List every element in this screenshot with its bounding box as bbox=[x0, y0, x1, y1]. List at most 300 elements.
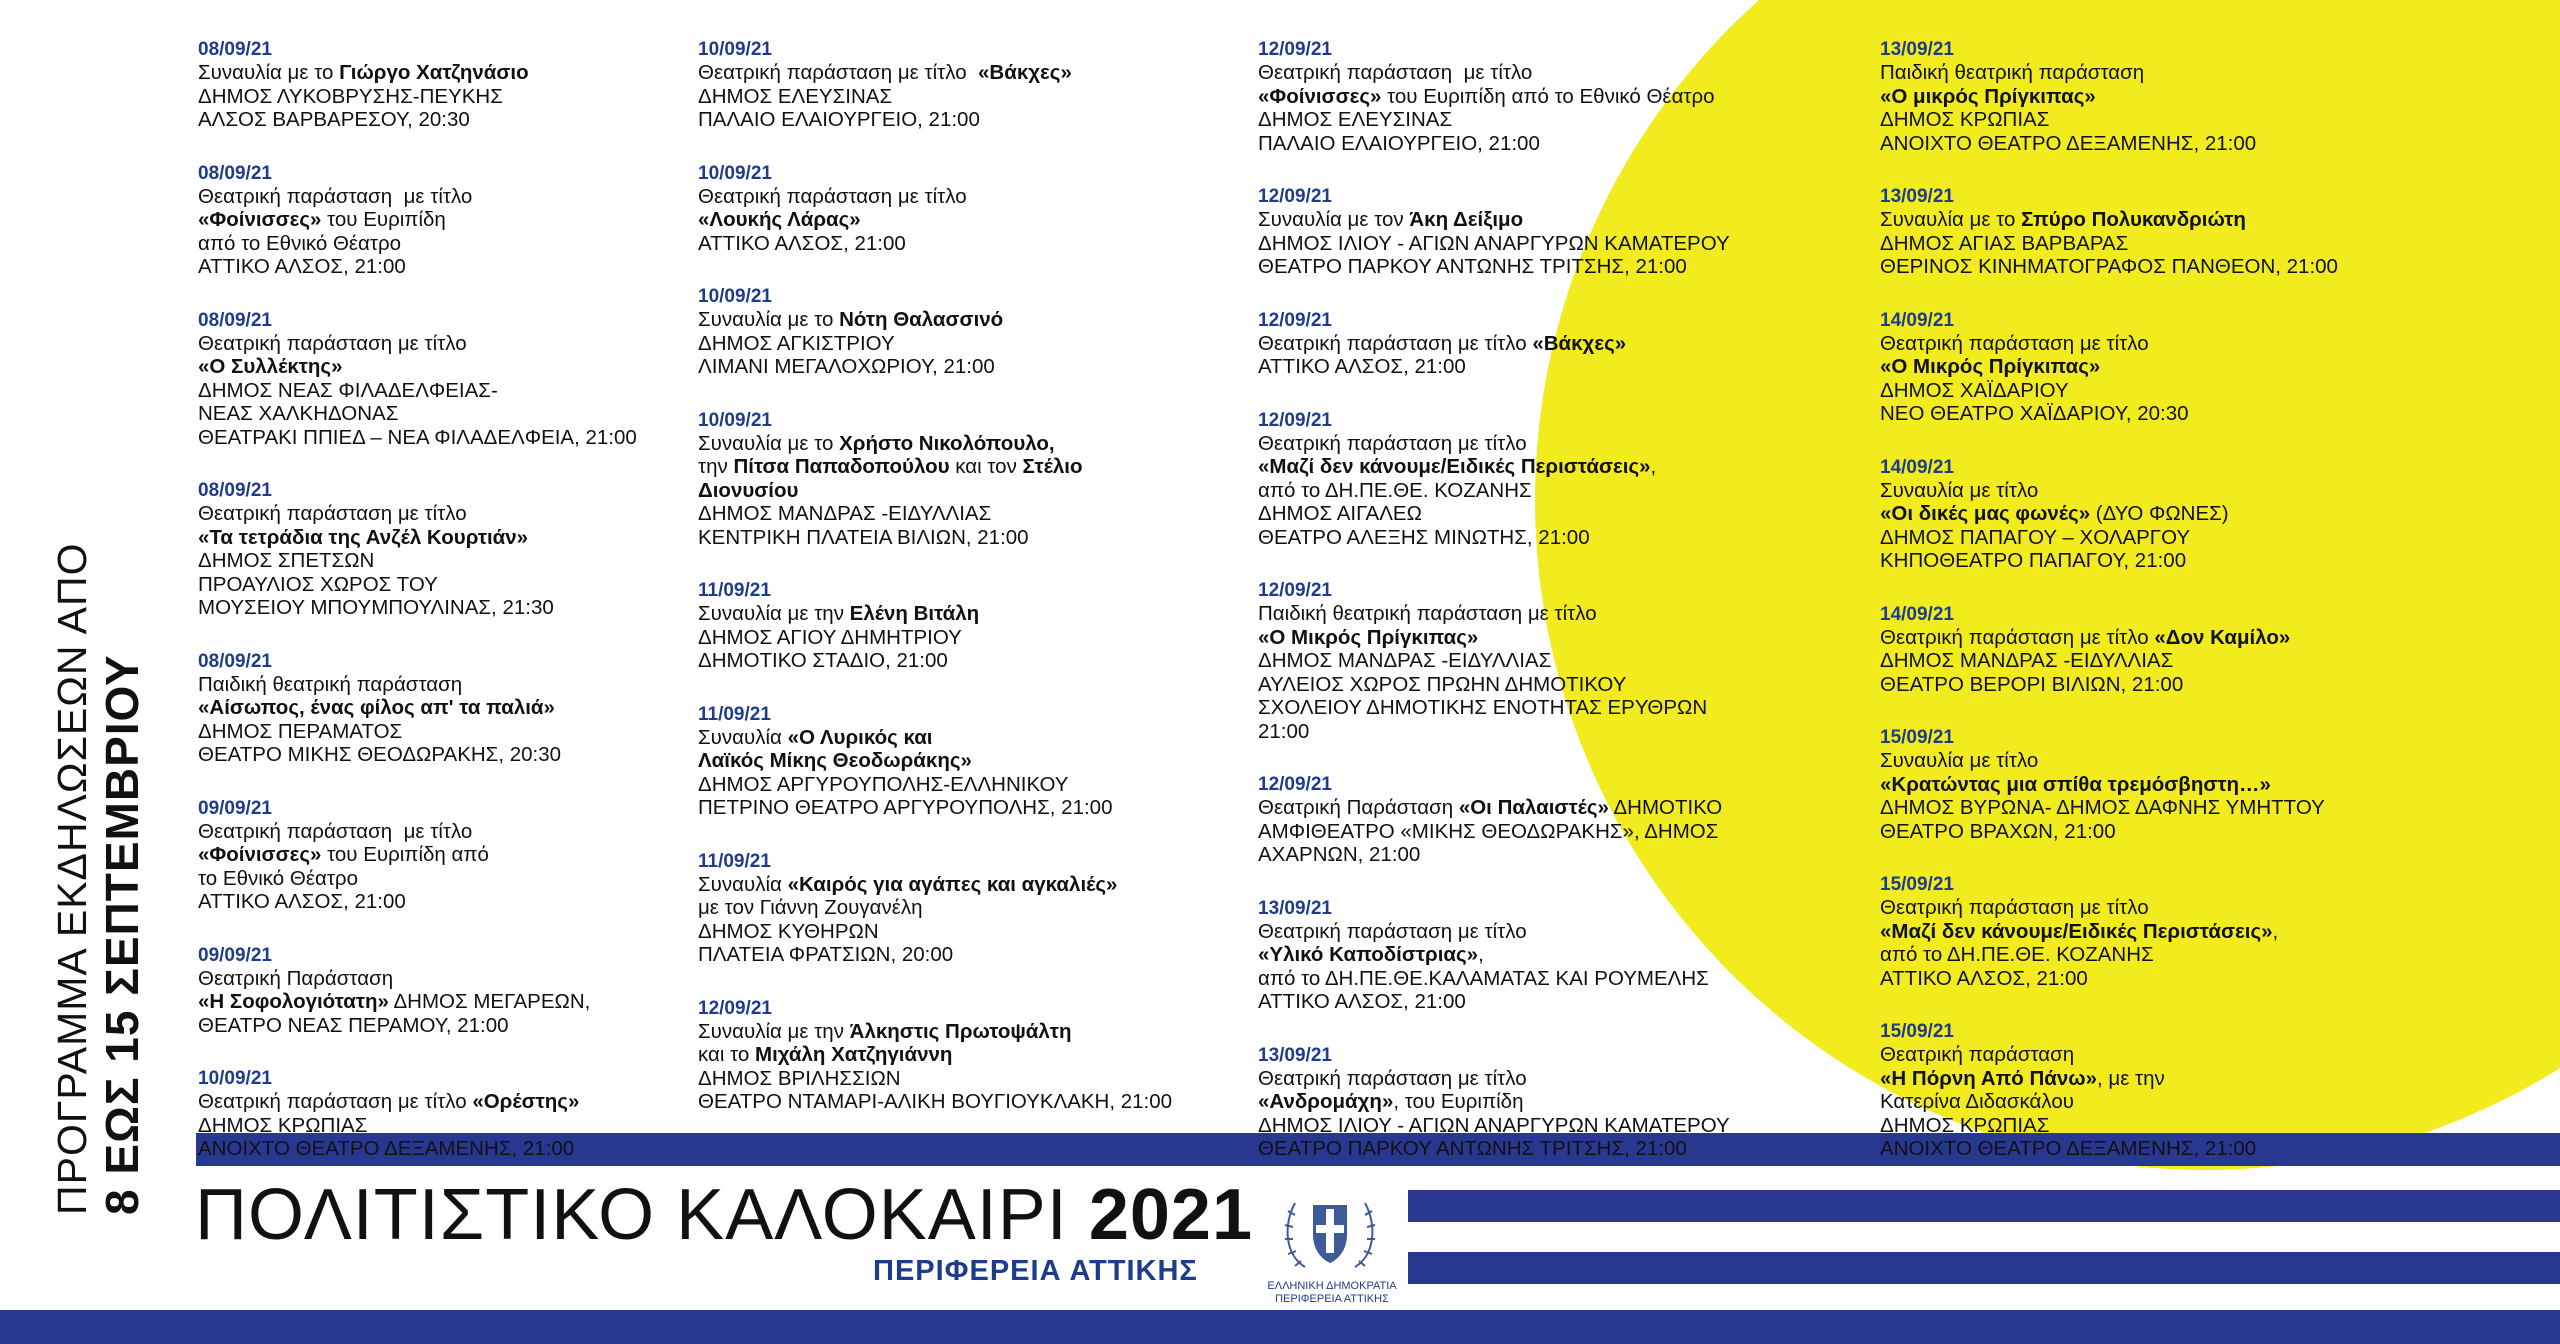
event-date: 08/09/21 bbox=[198, 650, 272, 672]
event-entry bbox=[1258, 409, 1730, 550]
event-text: από το ΔΗ.ΠΕ.ΘΕ.ΚΑΛΑΜΑΤΑΣ ΚΑΙ ΡΟΥΜΕΛΗΣ bbox=[1258, 966, 1709, 990]
event-date: 13/09/21 bbox=[1880, 186, 1954, 207]
event-line bbox=[698, 896, 1172, 920]
event-text: Κατερίνα Διδασκάλου bbox=[1880, 1090, 2074, 1113]
event-text: Θεατρική παράσταση με τίτλο bbox=[1258, 61, 1533, 84]
event-line bbox=[1880, 479, 2338, 503]
event-text: Θεατρική παράσταση με τίτλο bbox=[198, 502, 467, 525]
event-title-text: Άλκηστις Πρωτοψάλτη bbox=[849, 1019, 1072, 1043]
event-entry bbox=[198, 38, 637, 132]
event-title-text: «Βάκχες» bbox=[978, 61, 1072, 84]
event-entry bbox=[1258, 773, 1730, 867]
event-line bbox=[1880, 1137, 2338, 1161]
event-text: Παιδική θεατρική παράσταση bbox=[198, 672, 463, 696]
event-title-text: «Ο Λυρικός και bbox=[787, 725, 933, 749]
event-text: ΘΕΑΤΡΟ ΑΛΕΞΗΣ ΜΙΝΩΤΗΣ, 21:00 bbox=[1258, 525, 1590, 549]
event-title-text: «Οι δικές μας φωνές» bbox=[1880, 502, 2091, 525]
event-line bbox=[698, 920, 1172, 944]
event-line bbox=[198, 890, 637, 914]
event-entry bbox=[1880, 38, 2338, 155]
event-line bbox=[198, 108, 637, 132]
event-text: Συναυλία με το bbox=[698, 431, 840, 455]
event-text: ΔΗΜΟΣ ΚΡΩΠΙΑΣ bbox=[198, 1113, 368, 1137]
event-title-text: «Ο Συλλέκτης» bbox=[198, 355, 343, 378]
event-line bbox=[1258, 208, 1730, 232]
event-text: ΔΗΜΟΣ ΚΡΩΠΙΑΣ bbox=[1880, 1113, 2050, 1137]
event-line bbox=[198, 696, 637, 720]
event-entry bbox=[198, 1067, 637, 1161]
event-text: του Ευριπίδη από bbox=[321, 843, 489, 866]
event-text: Συναυλία με τον bbox=[1258, 208, 1410, 231]
event-text: ΑΤΤΙΚΟ ΑΛΣΟΣ, 21:00 bbox=[1258, 990, 1466, 1013]
event-line bbox=[198, 526, 637, 550]
event-text: ΔΗΜΟΣ ΙΛΙΟΥ - ΑΓΙΩΝ ΑΝΑΡΓΥΡΩΝ ΚΑΜΑΤΕΡΟΥ bbox=[1258, 1113, 1730, 1137]
event-line bbox=[698, 61, 1172, 85]
event-text: την bbox=[698, 455, 734, 478]
event-text: ΑΛΣΟΣ ΒΑΡΒΑΡΕΣΟΥ, 20:30 bbox=[198, 108, 470, 131]
event-line bbox=[698, 796, 1172, 820]
emblem-caption-line2: ΠΕΡΙΦΕΡΕΙΑ ΑΤΤΙΚΗΣ bbox=[1275, 1293, 1389, 1305]
event-line bbox=[1258, 432, 1730, 456]
event-title-text: «Φοίνισσες» bbox=[198, 208, 322, 231]
event-line bbox=[198, 255, 637, 279]
event-date: 12/09/21 bbox=[1258, 39, 1332, 60]
event-line bbox=[1258, 502, 1730, 526]
event-line bbox=[1258, 479, 1730, 503]
event-text: Θεατρική παράσταση με τίτλο bbox=[1258, 1066, 1527, 1090]
event-line bbox=[1880, 132, 2338, 156]
event-entry bbox=[698, 703, 1172, 820]
event-date: 13/09/21 bbox=[1258, 1044, 1332, 1066]
event-text: ΔΗΜΟΣ ΒΡΙΛΗΣΣΙΩΝ bbox=[698, 1066, 901, 1090]
event-date: 11/09/21 bbox=[698, 703, 771, 725]
event-text: ΔΗΜΟΣ ΕΛΕΥΣΙΝΑΣ bbox=[1258, 108, 1453, 131]
event-title-text: «Μαζί δεν κάνουμε/Ειδικές Περιστάσεις» bbox=[1258, 455, 1651, 478]
event-date: 10/09/21 bbox=[198, 1068, 272, 1089]
event-line bbox=[1258, 61, 1730, 85]
event-date: 14/09/21 bbox=[1880, 603, 1954, 625]
event-text: , bbox=[1478, 943, 1484, 966]
event-text: ΘΕΑΤΡΟ ΒΡΑΧΩΝ, 21:00 bbox=[1880, 819, 2116, 843]
event-title-text: «Λουκής Λάρας» bbox=[698, 208, 861, 231]
event-entry bbox=[1880, 456, 2338, 573]
events-column-2 bbox=[698, 38, 1172, 1144]
event-text: ΠΕΤΡΙΝΟ ΘΕΑΤΡΟ ΑΡΓΥΡΟΥΠΟΛΗΣ, 21:00 bbox=[698, 796, 1113, 819]
event-text: ΘΕΑΤΡΟ ΒΕΡΟΡΙ ΒΙΛΙΩΝ, 21:00 bbox=[1880, 672, 2184, 696]
event-text: ΘΕΡΙΝΟΣ ΚΙΝΗΜΑΤΟΓΡΑΦΟΣ ΠΑΝΘΕΟΝ, 21:00 bbox=[1880, 255, 2338, 278]
event-line bbox=[198, 743, 637, 767]
event-text: Θεατρική παράσταση με τίτλο bbox=[1258, 919, 1527, 943]
event-text: ΘΕΑΤΡΟ ΠΑΡΚΟΥ ΑΝΤΩΝΗΣ ΤΡΙΤΣΗΣ, 21:00 bbox=[1258, 255, 1687, 278]
flag-stripe-low bbox=[1408, 1252, 2560, 1284]
event-text: και τον bbox=[949, 455, 1023, 478]
event-entry bbox=[1258, 897, 1730, 1014]
event-text: ΝΕΟ ΘΕΑΤΡΟ ΧΑΪΔΑΡΙΟΥ, 20:30 bbox=[1880, 402, 2189, 425]
event-line bbox=[198, 596, 637, 620]
event-text: ΣΧΟΛΕΙΟΥ ΔΗΜΟΤΙΚΗΣ ΕΝΟΤΗΤΑΣ ΕΡΥΘΡΩΝ bbox=[1258, 696, 1708, 719]
event-line bbox=[698, 1067, 1172, 1091]
event-line bbox=[198, 185, 637, 209]
event-line bbox=[698, 773, 1172, 797]
event-text: ΑΤΤΙΚΟ ΑΛΣΟΣ, 21:00 bbox=[198, 255, 406, 278]
event-text: ΚΗΠΟΘΕΑΤΡΟ ΠΑΠΑΓΟΥ, 21:00 bbox=[1880, 549, 2187, 572]
event-text: Θεατρική παράσταση με τίτλο bbox=[1258, 331, 1533, 355]
event-text: ΘΕΑΤΡΟ ΜΙΚΗΣ ΘΕΟΔΩΡΑΚΗΣ, 20:30 bbox=[198, 743, 562, 766]
event-line bbox=[1880, 920, 2338, 944]
event-title-text: Στέλιο bbox=[1022, 455, 1083, 478]
event-line bbox=[1880, 649, 2338, 673]
event-date: 10/09/21 bbox=[698, 286, 772, 307]
event-line bbox=[1258, 232, 1730, 256]
event-title-text: Πίτσα Παπαδοπούλου bbox=[733, 455, 950, 478]
event-text: ΘΕΑΤΡΟ ΠΑΡΚΟΥ ΑΝΤΩΝΗΣ ΤΡΙΤΣΗΣ, 21:00 bbox=[1258, 1137, 1687, 1160]
event-line bbox=[1880, 402, 2338, 426]
event-title-text: «Δον Καμίλο» bbox=[2154, 625, 2291, 649]
event-text: ΛΙΜΑΝΙ ΜΕΓΑΛΟΧΩΡΙΟΥ, 21:00 bbox=[698, 355, 995, 378]
event-line bbox=[1880, 85, 2338, 109]
event-text: ΘΕΑΤΡΟ ΝΤΑΜΑΡΙ-ΑΛΙΚΗ ΒΟΥΓΙΟΥΚΛΑΚΗ, 21:00 bbox=[698, 1090, 1173, 1113]
event-line bbox=[198, 85, 637, 109]
event-text: 21:00 bbox=[1258, 719, 1310, 743]
event-text: Θεατρική παράσταση bbox=[1880, 1043, 2075, 1066]
event-line bbox=[698, 602, 1172, 626]
event-line bbox=[1258, 1137, 1730, 1161]
event-line bbox=[698, 726, 1172, 750]
event-line bbox=[1880, 61, 2338, 85]
event-line bbox=[1880, 1114, 2338, 1138]
event-line bbox=[698, 526, 1172, 550]
event-entry bbox=[1880, 873, 2338, 990]
event-text: , bbox=[2272, 919, 2279, 943]
event-line bbox=[1258, 696, 1730, 720]
event-line bbox=[698, 873, 1172, 897]
event-text: ΝΕΑΣ ΧΑΛΚΗΔΟΝΑΣ bbox=[198, 402, 399, 425]
event-line bbox=[198, 1114, 637, 1138]
event-date: 13/09/21 bbox=[1880, 39, 1954, 60]
event-entry bbox=[1258, 579, 1730, 743]
event-title-text: «Κρατώντας μια σπίθα τρεμόσβηστη…» bbox=[1880, 772, 2271, 796]
event-date: 12/09/21 bbox=[1258, 580, 1332, 601]
event-line bbox=[1880, 820, 2338, 844]
event-title-text: «Υλικό Καποδίστριας» bbox=[1258, 943, 1479, 966]
event-date: 10/09/21 bbox=[698, 409, 772, 431]
event-line bbox=[1880, 502, 2338, 526]
event-line bbox=[1258, 455, 1730, 479]
event-line bbox=[198, 1090, 637, 1114]
event-line bbox=[1258, 602, 1730, 626]
event-line bbox=[1880, 1043, 2338, 1067]
event-text: Θεατρική παράσταση με τίτλο bbox=[1880, 331, 2149, 355]
event-title-text: Σπύρο Πολυκανδριώτη bbox=[2021, 208, 2246, 231]
event-text: ΑΤΤΙΚΟ ΑΛΣΟΣ, 21:00 bbox=[1258, 355, 1466, 378]
event-text: ΚΕΝΤΡΙΚΗ ΠΛΑΤΕΙΑ ΒΙΛΙΩΝ, 21:00 bbox=[698, 525, 1029, 549]
event-entry bbox=[1880, 309, 2338, 426]
event-entry bbox=[698, 162, 1172, 256]
event-title-text: Μιχάλη Χατζηγιάννη bbox=[755, 1043, 953, 1066]
page-title: ΠΟΛΙΤΙΣΤΙΚΟ ΚΑΛΟΚΑΙΡΙ 2021 bbox=[195, 1175, 1253, 1255]
event-title-text: «Φοίνισσες» bbox=[1258, 84, 1382, 108]
events-column-1 bbox=[198, 38, 637, 1191]
event-line bbox=[698, 208, 1172, 232]
event-line bbox=[1258, 355, 1730, 379]
event-text: του Ευριπίδη από το Εθνικό Θέατρο bbox=[1381, 84, 1715, 108]
event-date: 14/09/21 bbox=[1880, 456, 1954, 478]
event-text: Θεατρική παράσταση με τίτλο bbox=[198, 1090, 473, 1113]
event-date: 10/09/21 bbox=[698, 162, 772, 184]
side-heading-line1: ΠΡΟΓΡΑΜΜΑ ΕΚΔΗΛΩΣΕΩΝ ΑΠΟ bbox=[49, 542, 95, 1215]
event-line bbox=[698, 432, 1172, 456]
event-text: Συναυλία με το bbox=[698, 308, 840, 331]
event-text: από το ΔΗ.ΠΕ.ΘΕ. ΚΟΖΑΝΗΣ bbox=[1880, 943, 2154, 966]
event-line bbox=[1258, 967, 1730, 991]
event-date: 11/09/21 bbox=[698, 580, 771, 601]
event-entry bbox=[698, 850, 1172, 967]
emblem-caption-line1: ΕΛΛΗΝΙΚΗ ΔΗΜΟΚΡΑΤΙΑ bbox=[1267, 1280, 1397, 1292]
event-line bbox=[698, 355, 1172, 379]
event-line bbox=[698, 108, 1172, 132]
event-text: , του Ευριπίδη bbox=[1393, 1090, 1524, 1113]
event-line bbox=[1258, 843, 1730, 867]
event-line bbox=[698, 332, 1172, 356]
event-entry bbox=[1258, 1044, 1730, 1161]
event-line bbox=[1258, 673, 1730, 697]
event-date: 15/09/21 bbox=[1880, 1021, 1954, 1042]
event-date: 09/09/21 bbox=[198, 797, 272, 819]
event-line bbox=[198, 61, 637, 85]
event-title-text: Νότη Θαλασσινό bbox=[839, 308, 1004, 331]
event-entry bbox=[198, 479, 637, 620]
event-text: ΠΡΟΑΥΛΙΟΣ ΧΩΡΟΣ ΤΟΥ bbox=[198, 572, 438, 596]
event-title-text: Γιώργο Χατζηνάσιο bbox=[339, 61, 529, 84]
event-date: 08/09/21 bbox=[198, 162, 272, 184]
event-line bbox=[1880, 896, 2338, 920]
event-line bbox=[1880, 332, 2338, 356]
event-line bbox=[1880, 773, 2338, 797]
event-entry bbox=[698, 579, 1172, 673]
event-line bbox=[198, 867, 637, 891]
event-text: ΔΗΜΟΣ ΣΠΕΤΣΩΝ bbox=[198, 549, 375, 572]
event-text: Συναυλία bbox=[698, 872, 788, 896]
event-text: Παιδική θεατρική παράσταση bbox=[1880, 61, 2145, 84]
event-text: ΔΗΜΟΣ ΠΕΡΑΜΑΤΟΣ bbox=[198, 719, 403, 743]
event-line bbox=[698, 626, 1172, 650]
event-title-text: «Οι Παλαιστές» bbox=[1458, 796, 1609, 819]
event-title-text: Λαϊκός Μίκης Θεοδωράκης» bbox=[698, 749, 972, 772]
event-text: ΔΗΜΟΣ ΙΛΙΟΥ - ΑΓΙΩΝ ΑΝΑΡΓΥΡΩΝ ΚΑΜΑΤΕΡΟΥ bbox=[1258, 231, 1730, 255]
event-line bbox=[1258, 132, 1730, 156]
event-line bbox=[198, 232, 637, 256]
event-entry bbox=[198, 650, 637, 767]
event-entry bbox=[698, 38, 1172, 132]
event-title-text: «Η Πόρνη Από Πάνω» bbox=[1880, 1066, 2098, 1090]
event-date: 15/09/21 bbox=[1880, 874, 1954, 895]
event-text: Συναυλία με τίτλο bbox=[1880, 478, 2039, 502]
event-line bbox=[698, 455, 1172, 479]
event-date: 08/09/21 bbox=[198, 480, 272, 501]
event-entry bbox=[1258, 309, 1730, 379]
event-line bbox=[198, 502, 637, 526]
event-line bbox=[698, 1090, 1172, 1114]
event-text: Θεατρική παράσταση με τίτλο bbox=[698, 61, 979, 84]
event-line bbox=[198, 402, 637, 426]
event-line bbox=[1258, 796, 1730, 820]
event-title-text: «Ο μικρός Πρίγκιπας» bbox=[1880, 84, 2096, 108]
event-line bbox=[1880, 943, 2338, 967]
event-line bbox=[198, 208, 637, 232]
event-text: ΔΗΜΟΣ ΠΑΠΑΓΟΥ – ΧΟΛΑΡΓΟΥ bbox=[1880, 525, 2191, 549]
event-entry bbox=[1880, 603, 2338, 697]
event-text: ΑΜΦΙΘΕΑΤΡΟ «ΜΙΚΗΣ ΘΕΟΔΩΡΑΚΗΣ», ΔΗΜΟΣ bbox=[1258, 819, 1719, 843]
event-line bbox=[1258, 649, 1730, 673]
event-text: ΔΗΜΟΤΙΚΟ ΣΤΑΔΙΟ, 21:00 bbox=[698, 649, 948, 672]
event-text: από το ΔΗ.ΠΕ.ΘΕ. ΚΟΖΑΝΗΣ bbox=[1258, 478, 1532, 502]
event-text: ΑΤΤΙΚΟ ΑΛΣΟΣ, 21:00 bbox=[198, 890, 406, 913]
event-line bbox=[698, 479, 1172, 503]
event-line bbox=[1258, 720, 1730, 744]
flag-stripe-bottom bbox=[0, 1310, 2560, 1344]
event-text: με τον Γιάννη Ζουγανέλη bbox=[698, 896, 923, 919]
event-text: ΔΗΜΟΣ ΜΑΝΔΡΑΣ -ΕΙΔΥΛΛΙΑΣ bbox=[1258, 649, 1552, 672]
event-text: του Ευριπίδη bbox=[321, 208, 446, 231]
side-heading-line2: 8 ΕΩΣ 15 ΣΕΠΤΕΜΒΡΙΟΥ bbox=[96, 654, 148, 1215]
event-date: 12/09/21 bbox=[698, 997, 772, 1019]
event-line bbox=[198, 843, 637, 867]
event-entry bbox=[698, 285, 1172, 379]
event-line bbox=[1880, 549, 2338, 573]
greek-coat-of-arms-icon bbox=[1265, 1185, 1395, 1275]
event-title-text: Διονυσίου bbox=[698, 478, 799, 502]
event-date: 11/09/21 bbox=[698, 850, 771, 872]
event-line bbox=[1880, 673, 2338, 697]
event-line bbox=[198, 573, 637, 597]
event-line bbox=[1258, 626, 1730, 650]
event-text: Παιδική θεατρική παράσταση με τίτλο bbox=[1258, 602, 1597, 625]
event-line bbox=[698, 502, 1172, 526]
event-text: ΔΗΜΟΤΙΚΟ bbox=[1608, 796, 1723, 819]
event-title-text: «Ο Μικρός Πρίγκιπας» bbox=[1258, 625, 1479, 649]
event-line bbox=[1258, 990, 1730, 1014]
event-text: και το bbox=[698, 1043, 756, 1066]
event-date: 10/09/21 bbox=[698, 39, 772, 60]
event-line bbox=[198, 720, 637, 744]
event-line bbox=[1880, 379, 2338, 403]
event-line bbox=[1880, 967, 2338, 991]
event-title-text: «Φοίνισσες» bbox=[198, 843, 322, 866]
event-text: ΔΗΜΟΣ ΒΥΡΩΝΑ- ΔΗΜΟΣ ΔΑΦΝΗΣ ΥΜΗΤΤΟΥ bbox=[1880, 796, 2325, 819]
event-line bbox=[198, 820, 637, 844]
event-title-text: «Τα τετράδια της Ανζέλ Κουρτιάν» bbox=[198, 525, 529, 549]
event-text: ΠΛΑΤΕΙΑ ΦΡΑΤΣΙΩΝ, 20:00 bbox=[698, 943, 954, 966]
event-text: ΘΕΑΤΡΑΚΙ ΠΠΙΕΔ – ΝΕΑ ΦΙΛΑΔΕΛΦΕΙΑ, 21:00 bbox=[198, 425, 637, 449]
event-entry bbox=[1880, 185, 2338, 279]
event-text: Θεατρική παράσταση με τίτλο bbox=[198, 819, 473, 843]
event-date: 13/09/21 bbox=[1258, 897, 1332, 919]
event-text: ΑΥΛΕΙΟΣ ΧΩΡΟΣ ΠΡΩΗΝ ΔΗΜΟΤΙΚΟΥ bbox=[1258, 672, 1627, 696]
event-line bbox=[1880, 255, 2338, 279]
event-line bbox=[1880, 796, 2338, 820]
events-column-4 bbox=[1880, 38, 2338, 1191]
event-text: Συναυλία bbox=[698, 725, 788, 749]
event-title-text: Άκη Δείξιμο bbox=[1409, 208, 1524, 231]
event-line bbox=[1880, 526, 2338, 550]
event-line bbox=[1258, 1090, 1730, 1114]
event-line bbox=[1258, 1067, 1730, 1091]
event-line bbox=[1258, 526, 1730, 550]
event-text: ΔΗΜΟΣ ΑΙΓΑΛΕΩ bbox=[1258, 502, 1422, 525]
event-line bbox=[1258, 332, 1730, 356]
event-title-text: «Ο Μικρός Πρίγκιπας» bbox=[1880, 355, 2101, 378]
event-title-text: «Ορέστης» bbox=[472, 1090, 580, 1113]
event-entry bbox=[198, 944, 637, 1038]
event-title-text: «Καιρός για αγάπες και αγκαλιές» bbox=[787, 872, 1118, 896]
event-line bbox=[1880, 208, 2338, 232]
event-date: 08/09/21 bbox=[198, 309, 272, 331]
event-date: 09/09/21 bbox=[198, 944, 272, 966]
event-line bbox=[698, 232, 1172, 256]
event-line bbox=[1880, 1067, 2338, 1091]
event-text: Θεατρική παράσταση με τίτλο bbox=[698, 184, 967, 208]
event-text: ΑΝΟΙΧΤΟ ΘΕΑΤΡΟ ΔΕΞΑΜΕΝΗΣ, 21:00 bbox=[1880, 131, 2257, 155]
event-date: 12/09/21 bbox=[1258, 309, 1332, 331]
event-line bbox=[198, 1137, 637, 1161]
event-entry bbox=[1880, 726, 2338, 843]
event-text: Συναυλία με το bbox=[1880, 208, 2022, 231]
event-line bbox=[1258, 943, 1730, 967]
event-text: ΔΗΜΟΣ ΚΥΘΗΡΩΝ bbox=[698, 919, 879, 943]
event-text: ΑΤΤΙΚΟ ΑΛΣΟΣ, 21:00 bbox=[698, 231, 906, 255]
event-line bbox=[698, 308, 1172, 332]
event-line bbox=[1880, 749, 2338, 773]
event-text: ΔΗΜΟΣ ΑΡΓΥΡΟΥΠΟΛΗΣ-ΕΛΛΗΝΙΚΟΥ bbox=[698, 772, 1069, 796]
event-text: ΔΗΜΟΣ ΜΑΝΔΡΑΣ -ΕΙΔΥΛΛΙΑΣ bbox=[698, 502, 992, 525]
event-entry bbox=[1258, 185, 1730, 279]
event-line bbox=[198, 379, 637, 403]
event-line bbox=[198, 990, 637, 1014]
event-line bbox=[1880, 626, 2338, 650]
event-line bbox=[1258, 255, 1730, 279]
event-text: ΔΗΜΟΣ ΕΛΕΥΣΙΝΑΣ bbox=[698, 84, 893, 108]
flag-stripe-mid bbox=[1408, 1190, 2560, 1222]
event-line bbox=[1880, 108, 2338, 132]
event-title-text: «Μαζί δεν κάνουμε/Ειδικές Περιστάσεις» bbox=[1880, 919, 2273, 943]
event-line bbox=[198, 549, 637, 573]
event-line bbox=[198, 426, 637, 450]
event-text: (ΔΥΟ ΦΩΝΕΣ) bbox=[2090, 502, 2229, 525]
event-text: Θεατρική παράσταση με τίτλο bbox=[198, 184, 473, 208]
event-line bbox=[1258, 85, 1730, 109]
event-text: Θεατρική παράσταση με τίτλο bbox=[1258, 431, 1527, 455]
page-subtitle: ΠΕΡΙΦΕΡΕΙΑ ΑΤΤΙΚΗΣ bbox=[873, 1255, 1198, 1287]
event-date: 12/09/21 bbox=[1258, 186, 1332, 207]
event-entry bbox=[1258, 38, 1730, 155]
event-line bbox=[1258, 820, 1730, 844]
event-line bbox=[198, 1014, 637, 1038]
event-line bbox=[198, 673, 637, 697]
event-line bbox=[698, 649, 1172, 673]
event-line bbox=[1258, 920, 1730, 944]
event-date: 15/09/21 bbox=[1880, 727, 1954, 748]
event-title-text: «Αίσωπος, ένας φίλος απ' τα παλιά» bbox=[198, 696, 555, 719]
event-date: 12/09/21 bbox=[1258, 409, 1332, 431]
event-text: το Εθνικό Θέατρο bbox=[198, 866, 358, 890]
event-text: ΔΗΜΟΣ ΑΓΙΟΥ ΔΗΜΗΤΡΙΟΥ bbox=[698, 625, 962, 649]
event-text: Συναυλία με την bbox=[698, 1019, 850, 1043]
event-text: ΑΝΟΙΧΤΟ ΘΕΑΤΡΟ ΔΕΞΑΜΕΝΗΣ, 21:00 bbox=[1880, 1137, 2257, 1160]
event-date: 08/09/21 bbox=[198, 39, 272, 60]
event-date: 14/09/21 bbox=[1880, 309, 1954, 331]
event-title-text: «Βάκχες» bbox=[1532, 331, 1627, 355]
event-text: ΘΕΑΤΡΟ ΝΕΑΣ ΠΕΡΑΜΟΥ, 21:00 bbox=[198, 1013, 509, 1037]
